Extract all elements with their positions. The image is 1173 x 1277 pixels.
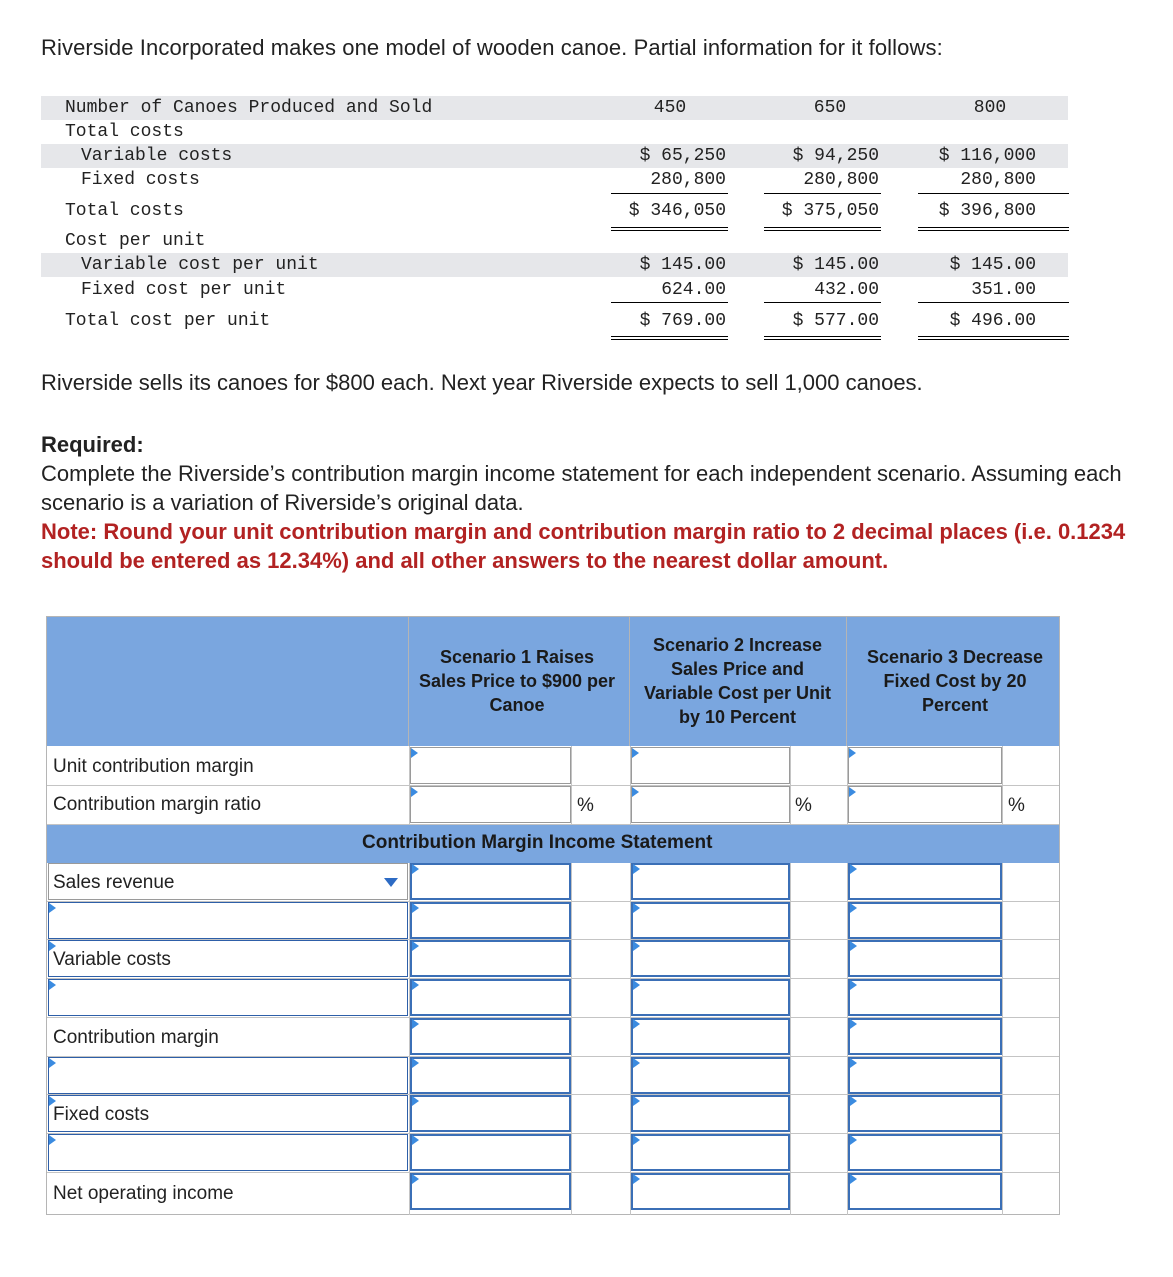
s1-contribution-margin-input[interactable] <box>410 1018 571 1055</box>
input-marker-icon <box>412 1019 419 1029</box>
total-cost-per-unit-label: Total cost per unit <box>65 311 271 331</box>
input-marker-icon <box>411 748 418 758</box>
input-marker-icon <box>850 1019 857 1029</box>
input-marker-icon <box>49 1058 56 1068</box>
tcpu-650: $ 577.00 <box>792 311 879 331</box>
s3-noi-input[interactable] <box>848 1173 1002 1210</box>
fixed-cost-per-unit-row <box>41 278 1068 302</box>
scenario1-title: Scenario 1 Raises Sales Price to $900 per Canoe <box>418 647 616 715</box>
rule <box>764 302 881 303</box>
s3-contribution-margin-input[interactable] <box>848 1018 1002 1055</box>
total-costs-800: $ 396,800 <box>938 201 1036 221</box>
s2-cm-ratio-input[interactable] <box>631 786 790 823</box>
input-marker-icon <box>49 980 56 990</box>
s1-cm-ratio-input[interactable] <box>410 786 571 823</box>
variable-costs-label: Variable costs <box>81 146 233 166</box>
s1-row6-input[interactable] <box>410 1057 571 1094</box>
intro-text: Riverside Incorporated makes one model of wooden canoe. Partial information for it follows: <box>41 35 943 60</box>
grid-line <box>790 863 791 1215</box>
total-cost-per-unit-row <box>41 309 1068 333</box>
fixed-costs-650: 280,800 <box>803 170 879 190</box>
s2-row4-input[interactable] <box>631 979 790 1016</box>
input-marker-icon <box>849 787 856 797</box>
s1-variable-costs-input[interactable] <box>410 940 571 977</box>
s2-row6-input[interactable] <box>631 1057 790 1094</box>
total-costs-heading: Total costs <box>65 122 184 142</box>
unit-cm-label: Unit contribution margin <box>53 756 254 777</box>
fixed-costs-800: 280,800 <box>960 170 1036 190</box>
col-650: 650 <box>813 98 847 118</box>
s3-row2-input[interactable] <box>848 902 1002 939</box>
required-note: Note: Round your unit contribution margin and contribution margin ratio to 2 decimal places (i.e. 0.1234 should be entered as 12.34%) and all other answers to the nearest dollar amount. <box>41 519 1126 573</box>
input-marker-icon <box>412 1058 419 1068</box>
rule <box>918 193 1069 194</box>
tcpu-800: $ 496.00 <box>949 311 1036 331</box>
fixed-costs-450: 280,800 <box>650 170 726 190</box>
input-marker-icon <box>633 903 640 913</box>
s1-row2-input[interactable] <box>410 902 571 939</box>
input-marker-icon <box>412 941 419 951</box>
variable-cost-per-unit-label: Variable cost per unit <box>81 255 319 275</box>
s2-fixed-costs-input[interactable] <box>631 1095 790 1132</box>
s1-noi-input[interactable] <box>410 1173 571 1210</box>
s2-noi-input[interactable] <box>631 1173 790 1210</box>
s3-row4-input[interactable] <box>848 979 1002 1016</box>
input-marker-icon <box>412 1135 419 1145</box>
scenario3-title: Scenario 3 Decrease Fixed Cost by 20 Percent <box>866 647 1044 715</box>
blank-label-input-2[interactable] <box>48 979 408 1016</box>
required-title: Required: <box>41 432 144 457</box>
s1-unit-cm-input[interactable] <box>410 747 571 784</box>
rule <box>918 302 1069 303</box>
rule <box>764 193 881 194</box>
rule <box>918 339 1069 340</box>
s3-sales-revenue-input[interactable] <box>848 863 1002 900</box>
fcpu-650: 432.00 <box>814 280 879 300</box>
fixed-costs-label: Fixed costs <box>81 170 200 190</box>
sell-paragraph: Riverside sells its canoes for $800 each. Next year Riverside expects to sell 1,000 canoes. <box>41 370 923 395</box>
col-800: 800 <box>973 98 1007 118</box>
header-label: Number of Canoes Produced and Sold <box>65 98 433 118</box>
vcpu-650: $ 145.00 <box>792 255 879 275</box>
input-marker-icon <box>633 1174 640 1184</box>
total-costs-label: Total costs <box>65 201 184 221</box>
income-statement-band <box>47 825 1059 863</box>
rule <box>918 336 1069 337</box>
s2-row2-input[interactable] <box>631 902 790 939</box>
s1-fixed-costs-input[interactable] <box>410 1095 571 1132</box>
input-marker-icon <box>632 748 639 758</box>
s3-unit-cm-input[interactable] <box>848 747 1002 784</box>
input-marker-icon <box>411 787 418 797</box>
input-marker-icon <box>633 980 640 990</box>
input-marker-icon <box>850 1096 857 1106</box>
total-costs-heading-row <box>41 120 1068 144</box>
s3-variable-costs-input[interactable] <box>848 940 1002 977</box>
s2-sales-revenue-input[interactable] <box>631 863 790 900</box>
s2-row8-input[interactable] <box>631 1134 790 1171</box>
grid-line <box>571 863 572 1215</box>
s1-row4-input[interactable] <box>410 979 571 1016</box>
rule <box>764 339 881 340</box>
input-marker-icon <box>850 980 857 990</box>
s3-fixed-costs-input[interactable] <box>848 1095 1002 1132</box>
s2-variable-costs-input[interactable] <box>631 940 790 977</box>
input-marker-icon <box>849 748 856 758</box>
input-marker-icon <box>633 1135 640 1145</box>
input-marker-icon <box>850 864 857 874</box>
s2-unit-cm-input[interactable] <box>631 747 790 784</box>
required-text: Complete the Riverside’s contribution margin income statement for each independent scenario. Assuming each scenario is a variation of Riverside’s original data. <box>41 461 1122 515</box>
scenario2-title: Scenario 2 Increase Sales Price and Variable Cost per Unit by 10 Percent <box>643 635 832 727</box>
total-costs-row <box>41 199 1068 223</box>
rule <box>611 339 728 340</box>
rule <box>611 227 728 228</box>
input-marker-icon <box>850 1174 857 1184</box>
s1-sales-revenue-input[interactable] <box>410 863 571 900</box>
s2-percent-sign: % <box>795 795 812 816</box>
s3-row6-input[interactable] <box>848 1057 1002 1094</box>
rule <box>764 336 881 337</box>
input-marker-icon <box>412 1174 419 1184</box>
fixed-costs-row <box>41 168 1068 192</box>
input-marker-icon <box>850 903 857 913</box>
input-marker-icon <box>850 1058 857 1068</box>
input-marker-icon <box>850 941 857 951</box>
total-costs-450: $ 346,050 <box>628 201 726 221</box>
variable-costs-row <box>41 144 1068 168</box>
contribution-margin-label: Contribution margin <box>53 1027 219 1048</box>
variable-costs-450: $ 65,250 <box>639 146 726 166</box>
input-marker-icon <box>49 1135 56 1145</box>
input-marker-icon <box>412 980 419 990</box>
s3-cm-ratio-input[interactable] <box>848 786 1002 823</box>
vcpu-450: $ 145.00 <box>639 255 726 275</box>
variable-costs-650: $ 94,250 <box>792 146 879 166</box>
s1-percent-sign: % <box>577 795 594 816</box>
cost-per-unit-heading: Cost per unit <box>65 231 206 251</box>
fcpu-450: 624.00 <box>661 280 726 300</box>
blank-label-input-4[interactable] <box>48 1134 408 1171</box>
s1-row8-input[interactable] <box>410 1134 571 1171</box>
input-marker-icon <box>633 941 640 951</box>
required-section <box>41 430 1141 575</box>
input-marker-icon <box>633 1058 640 1068</box>
rule <box>611 193 728 194</box>
header-row <box>41 96 1068 120</box>
input-marker-icon <box>412 864 419 874</box>
rule <box>764 227 881 228</box>
header-blank-cell <box>47 617 409 746</box>
input-marker-icon <box>633 1096 640 1106</box>
blank-label-input-1[interactable] <box>48 902 408 939</box>
col-450: 450 <box>653 98 687 118</box>
variable-costs-800: $ 116,000 <box>938 146 1036 166</box>
fcpu-800: 351.00 <box>971 280 1036 300</box>
vcpu-800: $ 145.00 <box>949 255 1036 275</box>
sales-revenue-label: Sales revenue <box>53 872 175 893</box>
input-marker-icon <box>633 864 640 874</box>
total-costs-650: $ 375,050 <box>781 201 879 221</box>
cost-per-unit-heading-row <box>41 229 1068 253</box>
chevron-down-icon <box>384 878 398 887</box>
s2-contribution-margin-input[interactable] <box>631 1018 790 1055</box>
tcpu-450: $ 769.00 <box>639 311 726 331</box>
rule <box>918 227 1069 228</box>
income-statement-title: Contribution Margin Income Statement <box>362 832 713 853</box>
variable-cost-per-unit-row <box>41 253 1068 277</box>
fixed-costs-label: Fixed costs <box>53 1104 150 1125</box>
s3-row8-input[interactable] <box>848 1134 1002 1171</box>
variable-costs-label: Variable costs <box>53 949 171 970</box>
input-marker-icon <box>412 1096 419 1106</box>
answer-grid <box>46 616 1060 1215</box>
net-operating-income-label: Net operating income <box>53 1183 234 1204</box>
blank-label-input-3[interactable] <box>48 1057 408 1094</box>
input-marker-icon <box>49 903 56 913</box>
input-marker-icon <box>850 1135 857 1145</box>
input-marker-icon <box>632 787 639 797</box>
s3-percent-sign: % <box>1008 795 1025 816</box>
rule <box>611 336 728 337</box>
input-marker-icon <box>412 903 419 913</box>
fixed-cost-per-unit-label: Fixed cost per unit <box>81 280 287 300</box>
input-marker-icon <box>633 1019 640 1029</box>
grid-line <box>1002 863 1003 1215</box>
cm-ratio-label: Contribution margin ratio <box>53 794 262 815</box>
rule <box>611 302 728 303</box>
